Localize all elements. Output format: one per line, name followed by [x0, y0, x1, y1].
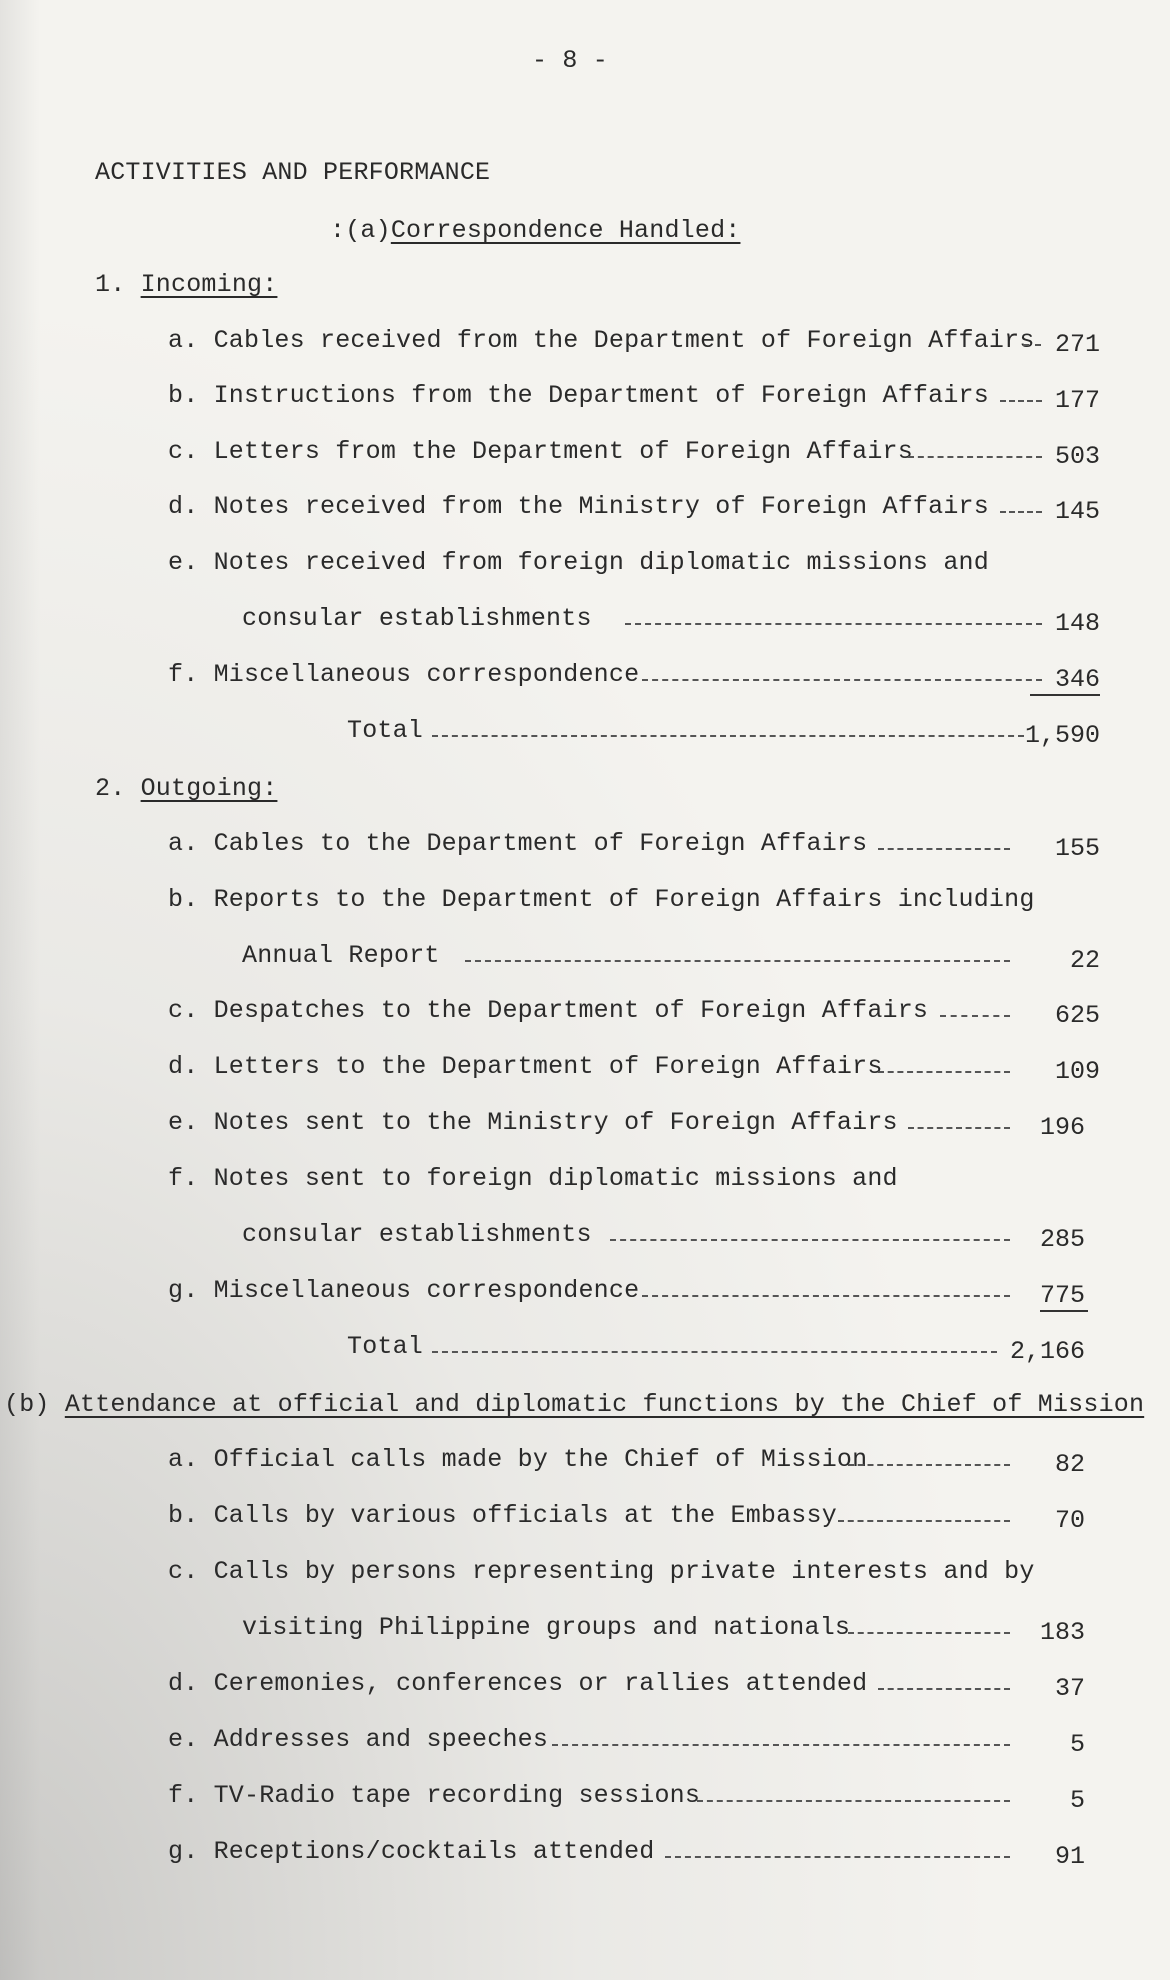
leader-dashes [878, 1071, 1010, 1073]
outgoing-number: 2. [95, 774, 141, 803]
leader-dashes [848, 1632, 1010, 1634]
list-item: a. Official calls made by the Chief of Mission [168, 1445, 868, 1474]
leader-dashes [642, 679, 1042, 681]
list-item: b. Calls by various officials at the Embassy [168, 1501, 837, 1530]
outgoing-title: Outgoing: [140, 774, 278, 803]
total-value: 1,590 [1024, 721, 1100, 750]
leader-dashes [940, 1015, 1010, 1017]
leader-dashes [665, 1856, 1010, 1858]
list-item: c. Letters from the Department of Foreign Affairs [168, 437, 913, 466]
page-number: - 8 - [532, 46, 609, 75]
list-item: f. TV-Radio tape recording sessions [168, 1781, 701, 1810]
leader-dashes [552, 1744, 1010, 1746]
incoming-number: 1. [95, 270, 141, 299]
item-value: 155 [1054, 834, 1100, 863]
item-value: 22 [1069, 946, 1100, 975]
item-value: 145 [1054, 497, 1100, 526]
list-item: c. Calls by persons representing private interests and by [168, 1557, 1035, 1586]
section-a-heading [330, 216, 740, 245]
list-item: d. Notes received from the Ministry of Foreign Affairs [168, 492, 989, 521]
leader-dashes [610, 1239, 1010, 1241]
leader-dashes [465, 960, 1010, 962]
total-label: Total [347, 1332, 424, 1361]
item-value: 82 [1054, 1450, 1085, 1479]
item-value: 70 [1054, 1506, 1085, 1535]
list-item: g. Miscellaneous correspondence [168, 1276, 640, 1305]
item-value: 37 [1054, 1674, 1085, 1703]
leader-dashes [848, 1464, 1010, 1466]
item-value: 196 [1039, 1113, 1085, 1142]
list-item-continuation: visiting Philippine groups and nationals [242, 1613, 851, 1642]
item-value: 109 [1054, 1057, 1100, 1086]
list-item: f. Miscellaneous correspondence [168, 660, 640, 689]
section-a-title: Correspondence Handled: [390, 216, 741, 245]
outgoing-heading [95, 774, 277, 803]
list-item: d. Letters to the Department of Foreign Affairs [168, 1052, 883, 1081]
incoming-title: Incoming: [140, 270, 278, 299]
list-item: f. Notes sent to foreign diplomatic missions and [168, 1164, 898, 1193]
item-value: 271 [1054, 330, 1100, 359]
list-item: c. Despatches to the Department of Foreign Affairs [168, 996, 929, 1025]
item-value: 285 [1039, 1225, 1085, 1254]
list-item-continuation: Annual Report [242, 941, 440, 970]
list-item-continuation: consular establishments [242, 604, 592, 633]
leader-dashes [432, 1351, 997, 1353]
item-value: 625 [1054, 1001, 1100, 1030]
item-value: 148 [1054, 609, 1100, 638]
incoming-heading [95, 270, 277, 299]
item-value: 503 [1054, 442, 1100, 471]
list-item: e. Addresses and speeches [168, 1725, 549, 1754]
section-heading: ACTIVITIES AND PERFORMANCE [95, 158, 491, 187]
subtotal-rule [1030, 694, 1100, 696]
item-value: 5 [1069, 1786, 1085, 1815]
leader-dashes [908, 456, 1042, 458]
list-item: a. Cables received from the Department of Foreign Affairs [168, 326, 1035, 355]
section-b-heading [4, 1390, 1144, 1419]
section-b-prefix: (b) [4, 1390, 50, 1419]
list-item: d. Ceremonies, conferences or rallies attended [168, 1669, 868, 1698]
list-item: e. Notes sent to the Ministry of Foreign Affairs [168, 1108, 898, 1137]
leader-dashes [625, 623, 1042, 625]
leader-dashes [432, 735, 1024, 737]
leader-dashes [908, 1127, 1010, 1129]
item-value: 177 [1054, 386, 1100, 415]
list-item: e. Notes received from foreign diplomatic missions and [168, 548, 989, 577]
list-item: b. Instructions from the Department of Foreign Affairs [168, 381, 989, 410]
list-item: b. Reports to the Department of Foreign Affairs including [168, 885, 1035, 914]
leader-dashes [1000, 511, 1042, 513]
subtotal-rule [1040, 1310, 1088, 1312]
item-value: 346 [1054, 665, 1100, 694]
list-item-continuation: consular establishments [242, 1220, 592, 1249]
section-a-prefix: :(a) [330, 216, 391, 245]
leader-dashes [1000, 400, 1042, 402]
item-value: 91 [1054, 1842, 1085, 1871]
item-value: 775 [1039, 1281, 1085, 1310]
leader-dashes [1023, 344, 1041, 346]
section-b-title: Attendance at official and diplomatic functions by the Chief of Mission [64, 1390, 1145, 1419]
list-item: g. Receptions/cocktails attended [168, 1837, 655, 1866]
leader-dashes [878, 1688, 1010, 1690]
item-value: 5 [1069, 1730, 1085, 1759]
list-item: a. Cables to the Department of Foreign Affairs [168, 829, 868, 858]
total-label: Total [347, 716, 424, 745]
total-value: 2,166 [1009, 1337, 1085, 1366]
leader-dashes [697, 1800, 1010, 1802]
leader-dashes [878, 848, 1010, 850]
leader-dashes [838, 1520, 1010, 1522]
item-value: 183 [1039, 1618, 1085, 1647]
leader-dashes [642, 1295, 1010, 1297]
